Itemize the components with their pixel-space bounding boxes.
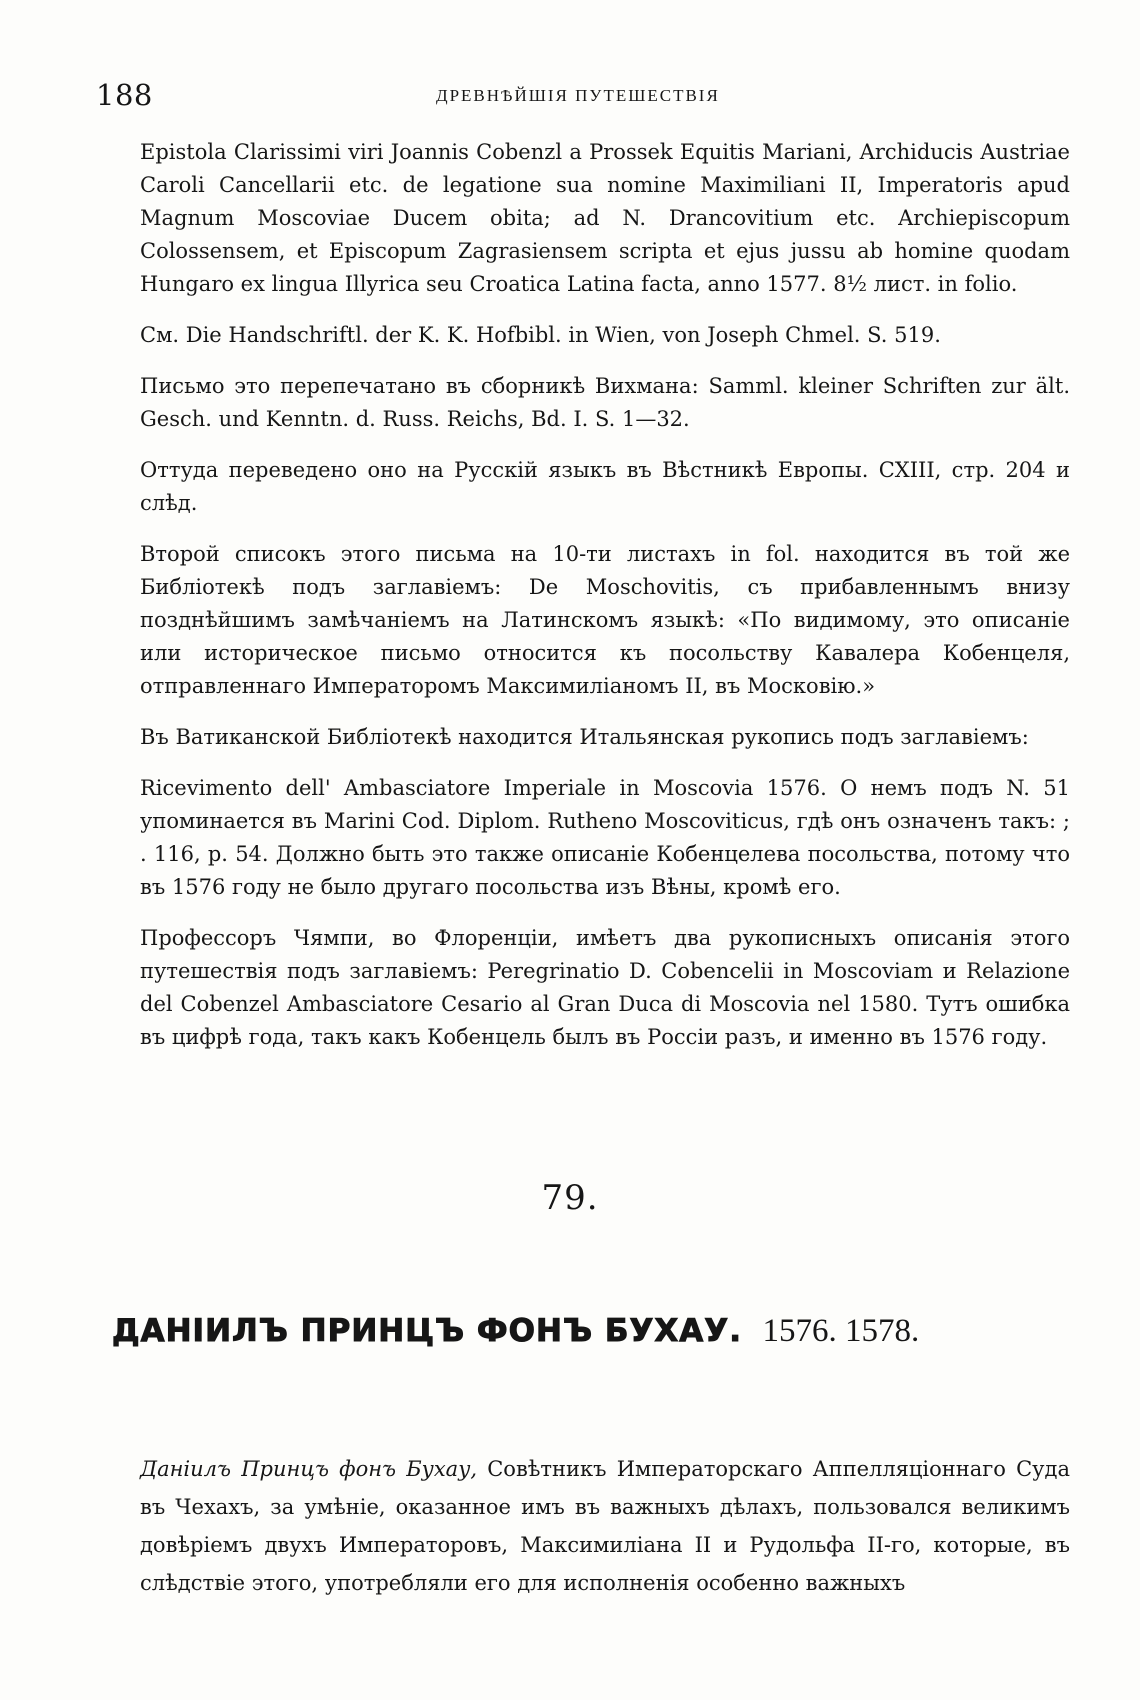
paragraph-prinz (140, 1450, 1070, 1602)
paragraph-translation: Оттуда переведено оно на Русскій языкъ въ Вѣстникѣ Европы. CXIII, стр. 204 и слѣд. (140, 458, 1070, 515)
paragraph-ciampi: Профессоръ Чямпи, во Флоренціи, имѣетъ два рукописныхъ описанія этого путешествія подъ заглавіемъ: Peregrinatio D. Cobencelii in Moscoviam и Relazione del Cobenzel Ambasciatore Cesario al Gran Duca di Moscovia nel 1580. Тутъ ошибка въ цифрѣ года, такъ какъ Кобенцель былъ въ Россіи разъ, и именно въ 1576 году. (140, 926, 1070, 1049)
paragraph-reference: См. Die Handschriftl. der K. K. Hofbibl. in Wien, von Joseph Chmel. S. 519. (140, 323, 941, 347)
section-title (112, 1310, 1072, 1350)
paragraph-epistola: Epistola Clarissimi viri Joannis Cobenzl a Prossek Equitis Mariani, Archiducis Austriae Caroli Cancellarii etc. de legatione sua nomine Maximiliani II, Imperatoris apud Magnum Moscoviae Ducem obita; ad N. Drancovitium etc. Archiepiscopum Colossensem, et Episcopum Zagrasiensem scripta et ejus jussu ab homine quodam Hungaro ex lingua Illyrica seu Croatica Latina facta, anno 1577. 8½ лист. in folio. (140, 140, 1070, 296)
paragraph-second-copy: Второй списокъ этого письма на 10-ти листахъ in fol. находится въ той же Библіотекѣ подъ заглавіемъ: De Moschovitis, съ прибавленнымъ внизу позднѣйшимъ замѣчаніемъ на Латинскомъ языкѣ: «По видимому, это описаніе или историческое письмо относится къ посольству Кавалера Кобенцеля, отправленнаго Императоромъ Максимиліаномъ II, въ Московію.» (140, 542, 1070, 698)
paragraph-ricevimento: Ricevimento dell' Ambasciatore Imperiale in Moscovia 1576. О немъ подъ N. 51 упоминается въ Marini Cod. Diplom. Rutheno Moscoviticus, гдѣ онъ означенъ такъ: ; . 116, p. 54. Должно быть это также описаніе Кобенцелева посольства, потому что въ 1576 году не было другаго посольства изъ Вѣны, кромѣ его. (140, 776, 1070, 899)
paragraph-prinz-text: Совѣтникъ Императорскаго Аппелляціоннаго Суда въ Чехахъ, за умѣніе, оказанное имъ въ важныхъ дѣлахъ, пользовался великимъ довѣріемъ двухъ Императоровъ, Максимиліана II и Рудольфа II-го, которые, въ слѣдствіе этого, употребляли его для исполненія особенно важныхъ (140, 1457, 1070, 1595)
main-text (140, 136, 1070, 1072)
paragraph-prinz-lead: Даніилъ Принцъ фонъ Бухау, (140, 1457, 478, 1481)
paragraph-vatican: Въ Ватиканской Библіотекѣ находится Итальянская рукопись подъ заглавіемъ: (140, 725, 1029, 749)
section-title-years: 1576. 1578. (762, 1313, 920, 1349)
running-head: ДРЕВНѢЙШІЯ ПУТЕШЕСТВІЯ (436, 86, 720, 105)
page-header (96, 78, 1066, 118)
closing-text (140, 1450, 1070, 1620)
page-number: 188 (96, 78, 153, 112)
paragraph-reprint: Письмо это перепечатано въ сборникѣ Вихмана: Samml. kleiner Schriften zur ält. Gesch. und Kenntn. d. Russ. Reichs, Bd. I. S. 1—32. (140, 374, 1070, 431)
section-title-name: ДАНІИЛЪ ПРИНЦЪ ФОНЪ БУХАУ. (112, 1313, 742, 1349)
section-number: 79. (541, 1178, 599, 1218)
